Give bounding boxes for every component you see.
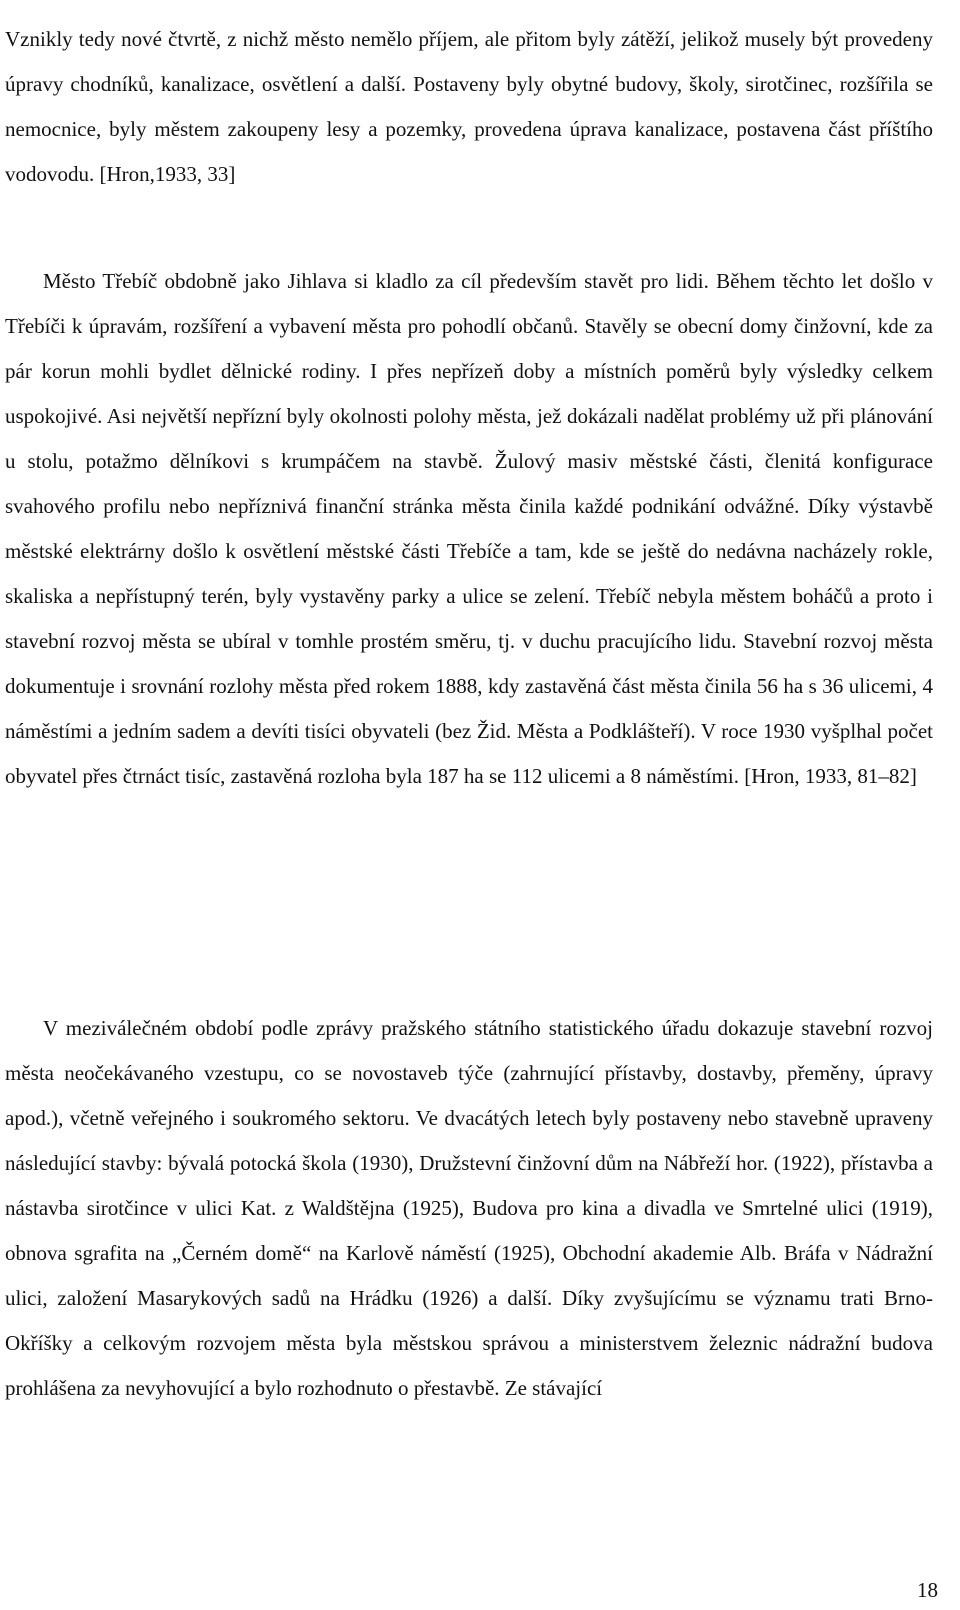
page-number: 18 xyxy=(917,1578,938,1602)
paragraph-3: V meziválečném období podle zprávy pražského státního statistického úřadu dokazuje stavební rozvoj města neočekávaného vzestupu, co se novostaveb týče (zahrnující přístavby, dostavby, přeměny, úpravy apod.), včetně veřejného i soukromého sektoru. Ve dvacátých letech byly postaveny nebo stavebně upraveny následující stavby: bývalá potocká škola (1930), Družstevní činžovní dům na Nábřeží hor. (1922), přístavba a nástavba sirotčince v ulici Kat. z Waldštějna (1925), Budova pro kina a divadla ve Smrtelné ulici (1919), obnova sgrafita na „Černém domě“ na Karlově náměstí (1925), Obchodní akademie Alb. Bráfa v Nádražní ulici, založení Masarykových sadů na Hrádku (1926) a další. Díky zvyšujícímu se významu trati Brno-Okříšky a celkovým rozvojem města byla městskou správou a ministerstvem železnic nádražní budova prohlášena za nevyhovující a bylo rozhodnuto o přestavbě. Ze stávající xyxy=(5,1016,933,1400)
paragraph-1: Vznikly tedy nové čtvrtě, z nichž město nemělo příjem, ale přitom byly zátěží, jelikož musely být provedeny úpravy chodníků, kanalizace, osvětlení a další. Postaveny byly obytné budovy, školy, sirotčinec, rozšířila se nemocnice, byly městem zakoupeny lesy a pozemky, provedena úprava kanalizace, postavena část příštího vodovodu. [Hron,1933, 33] xyxy=(5,27,933,186)
paragraph-2: Město Třebíč obdobně jako Jihlava si kladlo za cíl především stavět pro lidi. Během těchto let došlo v Třebíči k úpravám, rozšíření a vybavení města pro pohodlí občanů. Stavěly se obecní domy činžovní, kde za pár korun mohli bydlet dělnické rodiny. I přes nepřízeň doby a místních poměrů byly výsledky celkem uspokojivé. Asi největší nepřízní byly okolnosti polohy města, jež dokázali nadělat problémy už při plánování u stolu, potažmo dělníkovi s krumpáčem na stavbě. Žulový masiv městské části, členitá konfigurace svahového profilu nebo nepříznivá finanční stránka města činila každé podnikání odvážné. Díky výstavbě městské elektrárny došlo k osvětlení městské části Třebíče a tam, kde se ještě do nedávna nacházely rokle, skaliska a nepřístupný terén, byly vystavěny parky a ulice se zelení. Třebíč nebyla městem boháčů a proto i stavební rozvoj města se ubíral v tomhle prostém směru, tj. v duchu pracujícího lidu. Stavební rozvoj města dokumentuje i srovnání rozlohy města před rokem 1888, kdy zastavěná část města činila 56 ha s 36 ulicemi, 4 náměstími a jedním sadem a devíti tisíci obyvateli (bez Žid. Města a Podklášteří). V roce 1930 vyšplhal počet obyvatel přes čtrnáct tisíc, zastavěná rozloha byla 187 ha se 112 ulicemi a 8 náměstími. [Hron, 1933, 81–82] xyxy=(5,269,933,788)
